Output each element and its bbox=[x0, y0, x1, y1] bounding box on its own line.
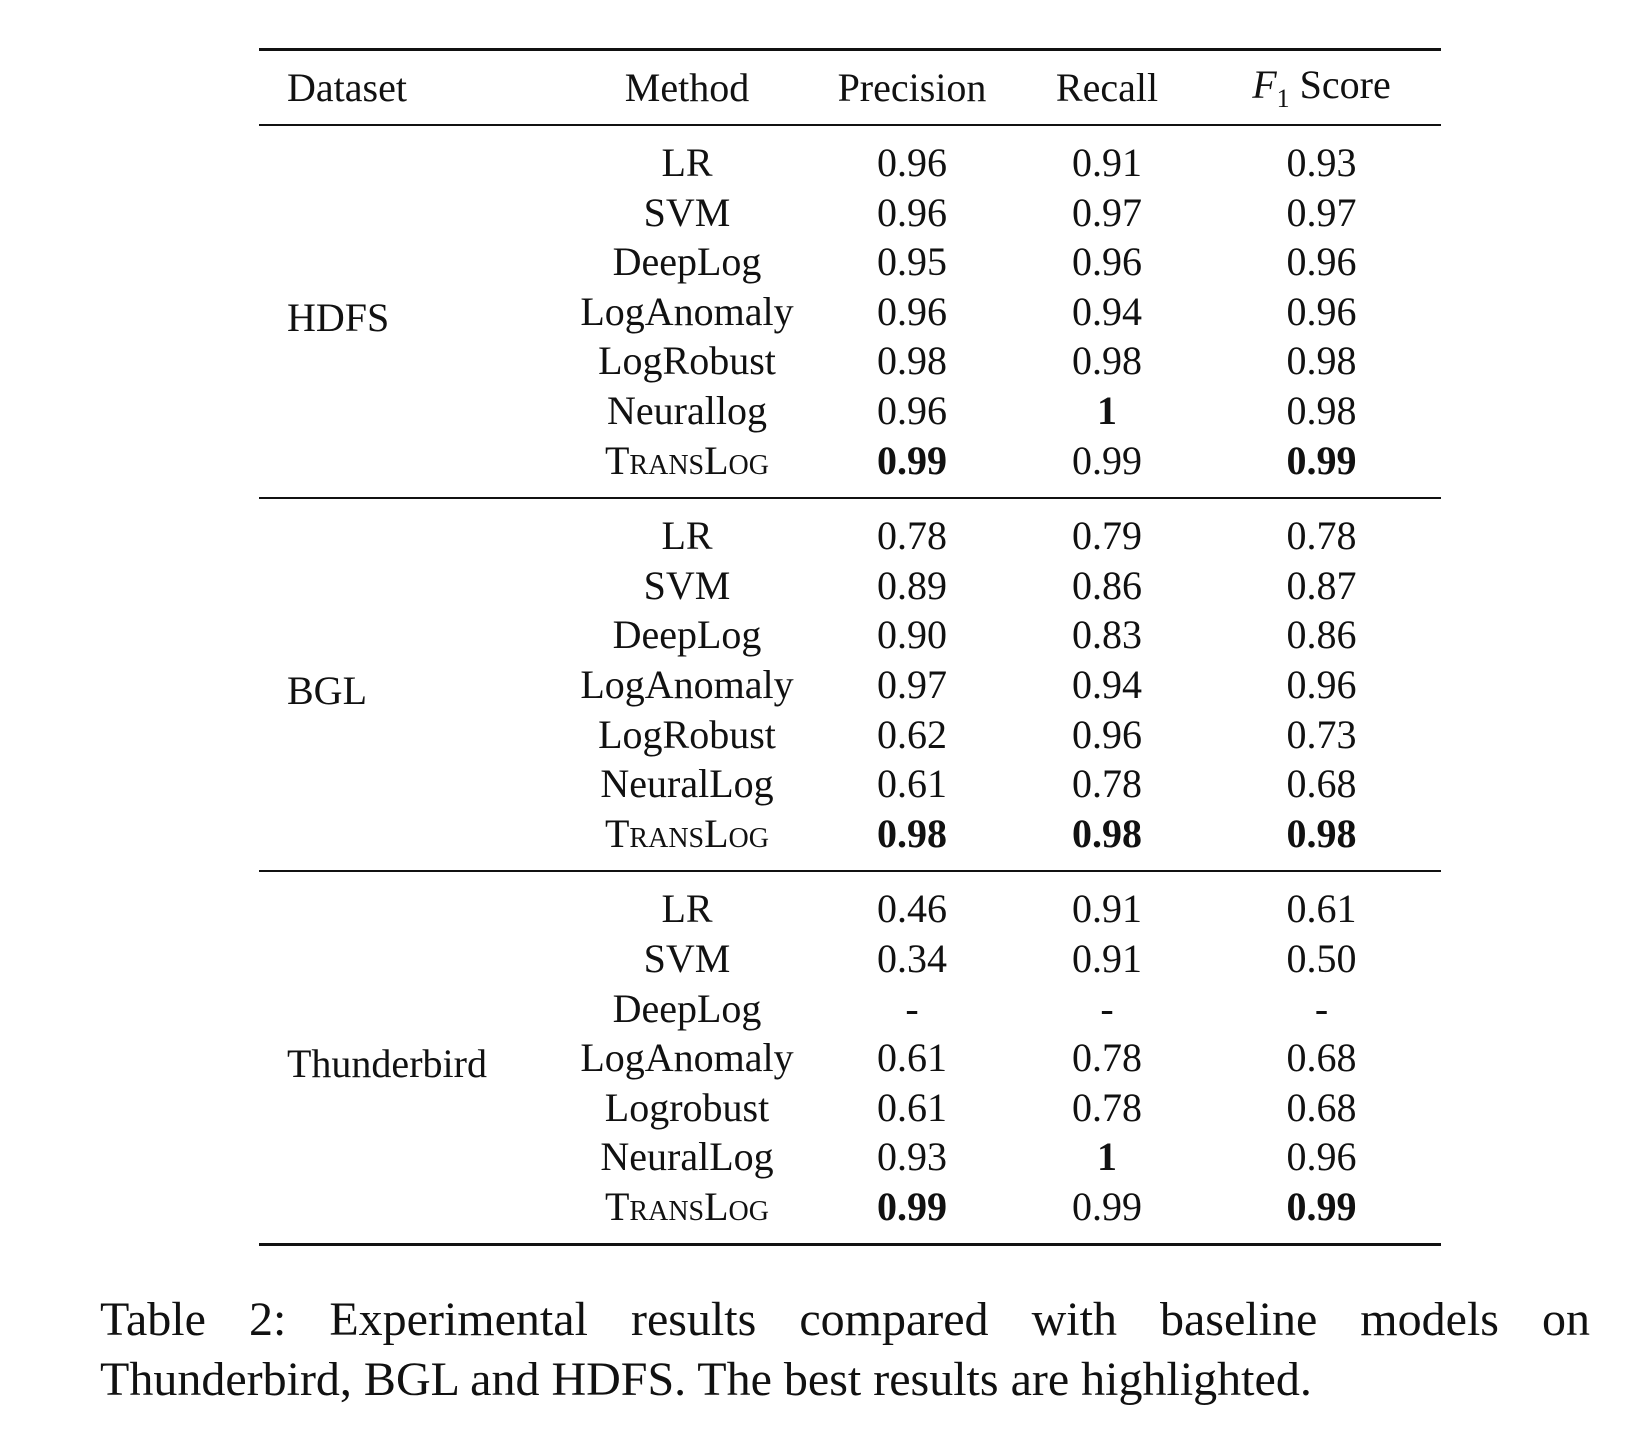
method-name: DeepLog bbox=[612, 612, 762, 658]
precision-value: 0.96 bbox=[877, 189, 947, 235]
method-name: LogRobust bbox=[598, 711, 776, 757]
f1-value: 0.98 bbox=[1286, 810, 1357, 856]
f1-symbol: F bbox=[1252, 62, 1277, 107]
f1-value: 0.68 bbox=[1286, 761, 1357, 807]
method-name: LogAnomaly bbox=[580, 288, 794, 334]
header-recall: Recall bbox=[1012, 50, 1202, 126]
recall-value: 0.99 bbox=[1072, 1183, 1142, 1229]
precision-value: 0.95 bbox=[877, 239, 947, 285]
recall-value: 0.79 bbox=[1072, 513, 1142, 559]
dataset-group bbox=[259, 125, 1441, 498]
f1-value: 0.96 bbox=[1286, 661, 1357, 707]
method-name: TransLog bbox=[605, 1183, 769, 1229]
recall-value: 0.97 bbox=[1072, 189, 1142, 235]
method-name: NeuralLog bbox=[600, 761, 774, 807]
table-row bbox=[259, 125, 1441, 188]
f1-value: 0.68 bbox=[1286, 1084, 1357, 1130]
recall-value: 0.83 bbox=[1072, 612, 1142, 658]
f1-value: 0.96 bbox=[1286, 288, 1357, 334]
f1-subscript: 1 bbox=[1276, 84, 1290, 113]
f1-value: 0.61 bbox=[1286, 886, 1357, 932]
header-method: Method bbox=[562, 50, 812, 126]
method-name: Neurallog bbox=[607, 387, 767, 433]
table-caption: Table 2: Experimental results compared with baseline models on Thunderbird, BGL and HDFS. The best results are highlighted. bbox=[100, 1293, 1590, 1406]
precision-value: 0.93 bbox=[877, 1134, 947, 1180]
recall-value: 0.78 bbox=[1072, 761, 1142, 807]
method-name: DeepLog bbox=[612, 239, 762, 285]
precision-value: 0.89 bbox=[877, 562, 947, 608]
precision-value: 0.96 bbox=[877, 387, 947, 433]
recall-value: 0.99 bbox=[1072, 437, 1142, 483]
header-row bbox=[259, 50, 1441, 126]
method-name: LogRobust bbox=[598, 338, 776, 384]
recall-value: 1 bbox=[1097, 387, 1117, 433]
f1-value: 0.86 bbox=[1286, 612, 1357, 658]
method-name: NeuralLog bbox=[600, 1134, 774, 1180]
recall-value: 0.86 bbox=[1072, 562, 1142, 608]
recall-value: 0.96 bbox=[1072, 711, 1142, 757]
precision-value: 0.90 bbox=[877, 612, 947, 658]
method-name: SVM bbox=[643, 189, 731, 235]
precision-value: 0.61 bbox=[877, 761, 947, 807]
precision-value: - bbox=[905, 985, 919, 1031]
precision-value: 0.46 bbox=[877, 886, 947, 932]
recall-value: 0.91 bbox=[1072, 140, 1142, 185]
recall-value: 0.96 bbox=[1072, 239, 1142, 285]
table-row bbox=[259, 871, 1441, 934]
method-name: SVM bbox=[643, 935, 731, 981]
precision-value: 0.98 bbox=[877, 810, 947, 856]
recall-value: 0.91 bbox=[1072, 886, 1142, 932]
header-f1-score bbox=[1202, 50, 1441, 126]
f1-value: 0.97 bbox=[1286, 189, 1357, 235]
table-row bbox=[259, 498, 1441, 561]
f1-value: 0.98 bbox=[1286, 338, 1357, 384]
method-name: LogAnomaly bbox=[580, 1035, 794, 1081]
f1-value: 0.98 bbox=[1286, 387, 1357, 433]
f1-value: - bbox=[1314, 985, 1329, 1031]
f1-value: 0.96 bbox=[1286, 239, 1357, 285]
precision-value: 0.62 bbox=[877, 711, 947, 757]
f1-label: Score bbox=[1299, 62, 1391, 107]
f1-value: 0.99 bbox=[1286, 437, 1357, 483]
dataset-name: Thunderbird bbox=[287, 1041, 487, 1087]
dataset-group bbox=[259, 498, 1441, 871]
precision-value: 0.61 bbox=[877, 1035, 947, 1081]
precision-value: 0.97 bbox=[877, 661, 947, 707]
f1-value: 0.87 bbox=[1286, 562, 1357, 608]
precision-value: 0.96 bbox=[877, 288, 947, 334]
method-name: LR bbox=[661, 513, 713, 559]
method-name: LogAnomaly bbox=[580, 661, 794, 707]
recall-value: - bbox=[1100, 985, 1114, 1031]
precision-value: 0.96 bbox=[877, 140, 947, 185]
recall-value: 0.94 bbox=[1072, 661, 1142, 707]
f1-value: 0.50 bbox=[1286, 935, 1357, 981]
recall-value: 0.91 bbox=[1072, 935, 1142, 981]
recall-value: 0.98 bbox=[1072, 810, 1142, 856]
recall-value: 1 bbox=[1097, 1134, 1117, 1180]
header-dataset: Dataset bbox=[259, 50, 562, 126]
results-table bbox=[259, 48, 1441, 1246]
method-name: TransLog bbox=[605, 810, 769, 856]
method-name: Logrobust bbox=[604, 1084, 770, 1130]
method-name: DeepLog bbox=[612, 985, 762, 1031]
f1-value: 0.96 bbox=[1286, 1134, 1357, 1180]
f1-value: 0.99 bbox=[1286, 1183, 1357, 1229]
f1-value: 0.78 bbox=[1286, 513, 1357, 559]
precision-value: 0.34 bbox=[877, 935, 947, 981]
recall-value: 0.78 bbox=[1072, 1084, 1142, 1130]
f1-value: 0.93 bbox=[1286, 140, 1357, 185]
dataset-name: HDFS bbox=[287, 294, 390, 340]
precision-value: 0.99 bbox=[877, 1183, 947, 1229]
method-name: LR bbox=[661, 140, 713, 185]
precision-value: 0.99 bbox=[877, 437, 947, 483]
precision-value: 0.78 bbox=[877, 513, 947, 559]
recall-value: 0.98 bbox=[1072, 338, 1142, 384]
header-precision: Precision bbox=[812, 50, 1012, 126]
recall-value: 0.94 bbox=[1072, 288, 1142, 334]
dataset-name: BGL bbox=[287, 667, 367, 713]
method-name: TransLog bbox=[605, 437, 769, 483]
f1-value: 0.73 bbox=[1286, 711, 1357, 757]
method-name: LR bbox=[661, 886, 713, 932]
precision-value: 0.61 bbox=[877, 1084, 947, 1130]
method-name: SVM bbox=[643, 562, 731, 608]
precision-value: 0.98 bbox=[877, 338, 947, 384]
recall-value: 0.78 bbox=[1072, 1035, 1142, 1081]
f1-value: 0.68 bbox=[1286, 1035, 1357, 1081]
dataset-group bbox=[259, 871, 1441, 1245]
